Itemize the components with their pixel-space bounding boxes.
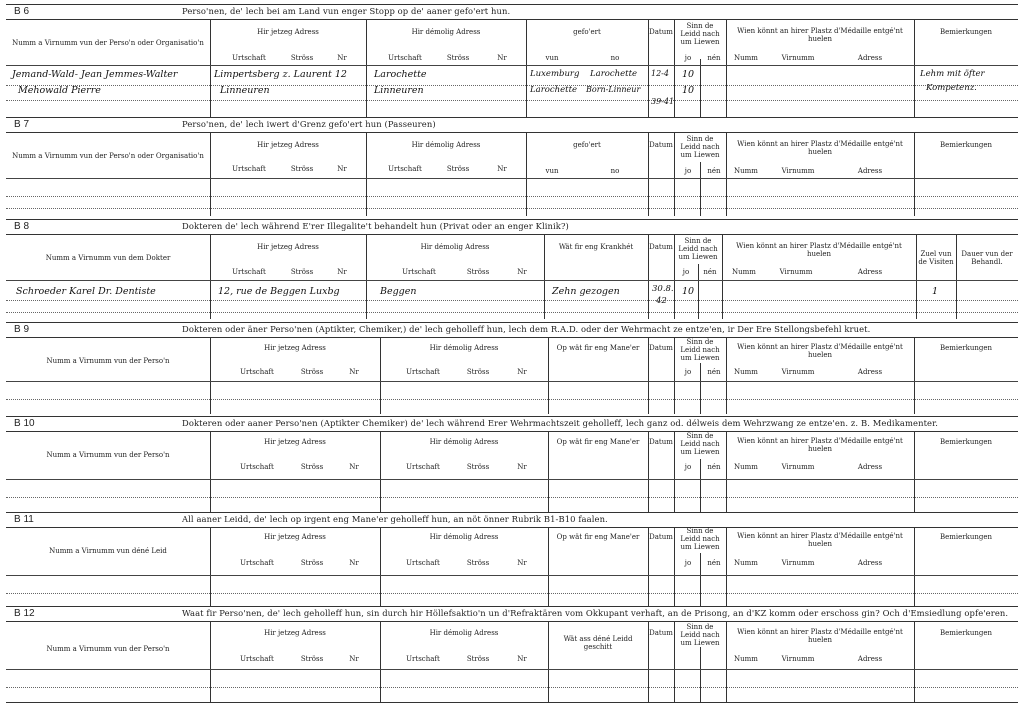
col-demolig-label: Hir démolig Adress	[429, 629, 499, 637]
nr-label: Nr	[349, 368, 359, 376]
stross-label: Ströss	[290, 165, 314, 173]
col-sinn-label: Sinn de Leidd nach um Liewen	[680, 623, 720, 647]
stross-label: Ströss	[300, 463, 324, 471]
section-header	[6, 5, 1018, 20]
section-title: All aaner Leidd, de' lech op irgent eng Mane'er geholleff hun, an nöt önner Rubrik B1-B10 faalen.	[182, 514, 608, 524]
virnumm-label: Virnumm	[781, 559, 815, 567]
col-datum-label: Datum	[649, 533, 673, 541]
stross-label: Ströss	[466, 559, 490, 567]
col-op-wat-label: Op wät fir eng Mane'er	[556, 438, 640, 446]
section-b9	[6, 322, 1018, 414]
virnumm-label: Virnumm	[781, 655, 815, 663]
adress-label: Adress	[857, 54, 883, 62]
col-krankhet-label: Wät fir eng Krankhét	[558, 243, 634, 251]
col-sinn-label: Sinn de Leidd nach um Liewen	[678, 237, 718, 261]
nr-label: Nr	[517, 559, 527, 567]
col-sinn-label: Sinn de Leidd nach um Liewen	[680, 432, 720, 456]
b6-demolig-line2: Linneuren	[374, 85, 424, 96]
b6-datum-line2: 39-41	[651, 97, 675, 106]
col-bemierkungen-label: Bemierkungen	[939, 141, 993, 149]
numm-label: Numm	[734, 54, 758, 62]
nen-label: nén	[707, 167, 721, 175]
urtschaft-label: Urtschaft	[388, 54, 422, 62]
section-title: Perso'nen, de' lech bei am Land vun enger Stopp op de' aaner gefo'ert hun.	[182, 6, 511, 16]
section-b7	[6, 117, 1018, 216]
b6-bem-line1: Lehm mit öfter	[920, 69, 985, 79]
b8-krankhet: Zehn gezogen	[552, 286, 620, 297]
urtschaft-label: Urtschaft	[240, 655, 274, 663]
section-code: B 10	[14, 418, 35, 429]
stross-label: Ströss	[290, 54, 314, 62]
col-demolig-label: Hir démolig Adress	[429, 344, 499, 352]
col-demolig-label: Hir démolig Adress	[429, 438, 499, 446]
section-header	[6, 607, 1018, 622]
nr-label: Nr	[517, 655, 527, 663]
col-name-label: Numm a Virnumm vun der Perso'n	[46, 451, 170, 459]
col-sinn-label: Sinn de Leidd nach um Liewen	[680, 22, 720, 46]
urtschaft-label: Urtschaft	[406, 463, 440, 471]
b6-bem-line2: Kompetenz.	[926, 83, 977, 93]
col-datum-label: Datum	[649, 344, 673, 352]
col-jetzeg-label: Hir jetzeg Adress	[257, 28, 319, 36]
nr-label: Nr	[497, 54, 507, 62]
section-title: Dokteren oder äner Perso'nen (Aptikter, Chemiker,) de' lech geholleff hun, lech dem R.A.D. oder der Wehrmacht ze entze'en, ir Der Ere Stellongsbefehl kruet.	[182, 324, 871, 334]
section-title: Waat fir Perso'nen, de' lech geholleff hun, sin durch hir Höllefsaktio'n un d'Refraktären vom Okkupant verhaft, an de Prisong, an d'KZ komm oder erschoss gin? Och d'Emsiedlung opfe'eren.	[182, 608, 1009, 618]
stross-label: Ströss	[446, 54, 470, 62]
col-jetzeg-label: Hir jetzeg Adress	[257, 243, 319, 251]
col-name-label: Numm a Virnumm vun dem Dokter	[45, 254, 171, 262]
col-jetzeg-label: Hir jetzeg Adress	[264, 629, 326, 637]
col-wat-ass-label: Wät ass déné Leidd geschitt	[563, 635, 633, 651]
col-name-label: Numm a Virnumm vun der Perso'n	[46, 357, 170, 365]
jo-label: jo	[684, 559, 692, 567]
section-code: B 9	[14, 324, 30, 335]
b6-name-line2: Mehowald Pierre	[18, 85, 101, 96]
b6-jo-line1: 10	[682, 69, 695, 80]
jo-label: jo	[682, 268, 690, 276]
section-title: Dokteren de' lech während E'rer Illegalite't behandelt hun (Privat oder an enger Klinik?)	[182, 221, 569, 231]
nr-label: Nr	[337, 54, 347, 62]
jo-label: jo	[684, 54, 692, 62]
urtschaft-label: Urtschaft	[232, 54, 266, 62]
virnumm-label: Virnumm	[781, 167, 815, 175]
col-datum-label: Datum	[649, 438, 673, 446]
nr-label: Nr	[517, 268, 527, 276]
section-header	[6, 417, 1018, 432]
vun-label: vun	[545, 167, 559, 175]
col-jetzeg-label: Hir jetzeg Adress	[264, 438, 326, 446]
nr-label: Nr	[337, 268, 347, 276]
jo-label: jo	[684, 463, 692, 471]
b8-name: Schroeder Karel Dr. Dentiste	[16, 286, 156, 297]
b8-demolig: Beggen	[380, 286, 417, 297]
col-op-wat-label: Op wät fir eng Mane'er	[556, 533, 640, 541]
section-b6	[6, 4, 1018, 118]
adress-label: Adress	[857, 463, 883, 471]
col-name-label: Numm a Virnumm vun der Perso'n oder Organisatio'n	[12, 39, 204, 47]
section-code: B 12	[14, 608, 35, 619]
nen-label: nén	[707, 54, 721, 62]
virnumm-label: Virnumm	[781, 368, 815, 376]
col-sinn-label: Sinn de Leidd nach um Liewen	[680, 135, 720, 159]
nen-label: nén	[707, 559, 721, 567]
numm-label: Numm	[734, 463, 758, 471]
nr-label: Nr	[337, 165, 347, 173]
nr-label: Nr	[497, 165, 507, 173]
numm-label: Numm	[734, 167, 758, 175]
col-datum-label: Datum	[649, 28, 673, 36]
col-jetzeg-label: Hir jetzeg Adress	[257, 141, 319, 149]
nen-label: nén	[707, 368, 721, 376]
col-wien-label: Wien könnt an hirer Plastz d'Médaille entgé'nt huelen	[737, 532, 903, 548]
col-op-wat-label: Op wät fir eng Mane'er	[556, 344, 640, 352]
section-b8	[6, 219, 1018, 319]
section-header	[6, 513, 1018, 528]
urtschaft-label: Urtschaft	[406, 368, 440, 376]
col-datum-label: Datum	[649, 141, 673, 149]
numm-label: Numm	[734, 368, 758, 376]
stross-label: Ströss	[466, 268, 490, 276]
col-gefoert-label: gefo'ert	[573, 28, 601, 36]
stross-label: Ströss	[290, 268, 314, 276]
col-bemierkungen-label: Bemierkungen	[939, 533, 993, 541]
section-b11	[6, 512, 1018, 607]
adress-label: Adress	[857, 559, 883, 567]
urtschaft-label: Urtschaft	[388, 165, 422, 173]
col-sinn-label: Sinn de Leidd nach um Liewen	[680, 338, 720, 362]
urtschaft-label: Urtschaft	[240, 368, 274, 376]
b8-datum-line1: 30.8.	[652, 284, 674, 294]
section-b10	[6, 416, 1018, 513]
jo-label: jo	[684, 167, 692, 175]
urtschaft-label: Urtschaft	[232, 268, 266, 276]
section-code: B 8	[14, 221, 30, 232]
col-name-label: Numm a Virnumm vun der Perso'n	[46, 645, 170, 653]
stross-label: Ströss	[300, 368, 324, 376]
col-bemierkungen-label: Bemierkungen	[939, 438, 993, 446]
col-wien-label: Wien könnt an hirer Plastz d'Médaille entgé'nt huelen	[737, 27, 903, 43]
col-bemierkungen-label: Bemierkungen	[939, 28, 993, 36]
col-wien-label: Wien könnt an hirer Plastz d'Médaille entgé'nt huelen	[737, 343, 903, 359]
stross-label: Ströss	[466, 463, 490, 471]
col-demolig-label: Hir démolig Adress	[411, 141, 481, 149]
section-title: Dokteren oder aaner Perso'nen (Aptikter Chemiker) de' lech während Erer Wehrmachtszeit geholleff, lech ganz od. délweis dem Wehrzwang ze entze'en. z. B. Medikamenter.	[182, 418, 939, 428]
col-demolig-label: Hir démolig Adress	[411, 28, 481, 36]
col-name-label: Numm a Virnumm vun der Perso'n oder Organisatio'n	[12, 152, 204, 160]
col-demolig-label: Hir démolig Adress	[429, 533, 499, 541]
nen-label: nén	[707, 463, 721, 471]
col-dauer-label: Dauer vun der Behandl.	[961, 250, 1013, 266]
col-datum-label: Datum	[649, 629, 673, 637]
nen-label: nén	[703, 268, 717, 276]
col-bemierkungen-label: Bemierkungen	[939, 629, 993, 637]
col-wien-label: Wien könnt an hirer Plastz d'Médaille entgé'nt huelen	[737, 140, 903, 156]
col-wien-label: Wien könnt an hirer Plastz d'Médaille entgé'nt huelen	[736, 242, 902, 258]
col-wien-label: Wien könnt an hirer Plastz d'Médaille entgé'nt huelen	[737, 628, 903, 644]
adress-label: Adress	[857, 655, 883, 663]
b8-zuel: 1	[932, 286, 939, 297]
vun-label: vun	[545, 54, 559, 62]
no-label: no	[610, 54, 620, 62]
section-header	[6, 118, 1018, 133]
nr-label: Nr	[349, 463, 359, 471]
col-name-label: Numm a Virnumm vun déné Leid	[49, 547, 167, 555]
section-b12	[6, 606, 1018, 703]
col-bemierkungen-label: Bemierkungen	[939, 344, 993, 352]
stross-label: Ströss	[446, 165, 470, 173]
virnumm-label: Virnumm	[781, 463, 815, 471]
col-demolig-label: Hir démolig Adress	[420, 243, 490, 251]
b8-jetzeg: 12, rue de Beggen Luxbg	[218, 286, 340, 297]
adress-label: Adress	[857, 268, 883, 276]
virnumm-label: Virnumm	[781, 54, 815, 62]
section-header	[6, 220, 1018, 235]
jo-label: jo	[684, 368, 692, 376]
numm-label: Numm	[732, 268, 756, 276]
stross-label: Ströss	[466, 655, 490, 663]
b8-datum-line2: 42	[656, 296, 667, 306]
numm-label: Numm	[734, 655, 758, 663]
adress-label: Adress	[857, 368, 883, 376]
urtschaft-label: Urtschaft	[240, 463, 274, 471]
numm-label: Numm	[734, 559, 758, 567]
section-code: B 7	[14, 119, 30, 130]
b6-no-line2: Born-Linneur	[586, 85, 641, 94]
adress-label: Adress	[857, 167, 883, 175]
stross-label: Ströss	[466, 368, 490, 376]
b6-jo-line2: 10	[682, 85, 695, 96]
no-label: no	[610, 167, 620, 175]
nr-label: Nr	[349, 655, 359, 663]
b6-jetzeg-line2: Linneuren	[220, 85, 270, 96]
stross-label: Ströss	[300, 559, 324, 567]
urtschaft-label: Urtschaft	[406, 559, 440, 567]
col-sinn-label: Sinn de Leidd nach um Liewen	[680, 527, 720, 551]
col-gefoert-label: gefo'ert	[573, 141, 601, 149]
urtschaft-label: Urtschaft	[240, 559, 274, 567]
b6-no-line1: Larochette	[590, 69, 638, 79]
nr-label: Nr	[517, 463, 527, 471]
stross-label: Ströss	[300, 655, 324, 663]
b6-demolig-line1: Larochette	[374, 69, 427, 80]
b6-name-line1: Jemand-Wald- Jean Jemmes-Walter	[12, 69, 178, 80]
b6-vun-line2: Larochette	[530, 85, 578, 95]
col-zuel-label: Zuel vun de Visiten	[918, 250, 954, 266]
nr-label: Nr	[517, 368, 527, 376]
b8-jo: 10	[682, 286, 695, 297]
section-title: Perso'nen, de' lech iwert d'Grenz gefo'ert hun (Passeuren)	[182, 119, 436, 129]
b6-jetzeg-line1: Limpertsberg z. Laurent 12	[214, 69, 347, 80]
col-jetzeg-label: Hir jetzeg Adress	[264, 533, 326, 541]
section-code: B 6	[14, 6, 30, 17]
virnumm-label: Virnumm	[779, 268, 813, 276]
section-code: B 11	[14, 514, 34, 525]
section-header	[6, 323, 1018, 338]
col-wien-label: Wien könnt an hirer Plastz d'Médaille entgé'nt huelen	[737, 437, 903, 453]
col-datum-label: Datum	[649, 243, 673, 251]
urtschaft-label: Urtschaft	[406, 655, 440, 663]
urtschaft-label: Urtschaft	[232, 165, 266, 173]
col-jetzeg-label: Hir jetzeg Adress	[264, 344, 326, 352]
b6-datum-line1: 12-4	[651, 69, 669, 78]
b6-vun-line1: Luxemburg	[530, 69, 580, 79]
urtschaft-label: Urtschaft	[402, 268, 436, 276]
nr-label: Nr	[349, 559, 359, 567]
